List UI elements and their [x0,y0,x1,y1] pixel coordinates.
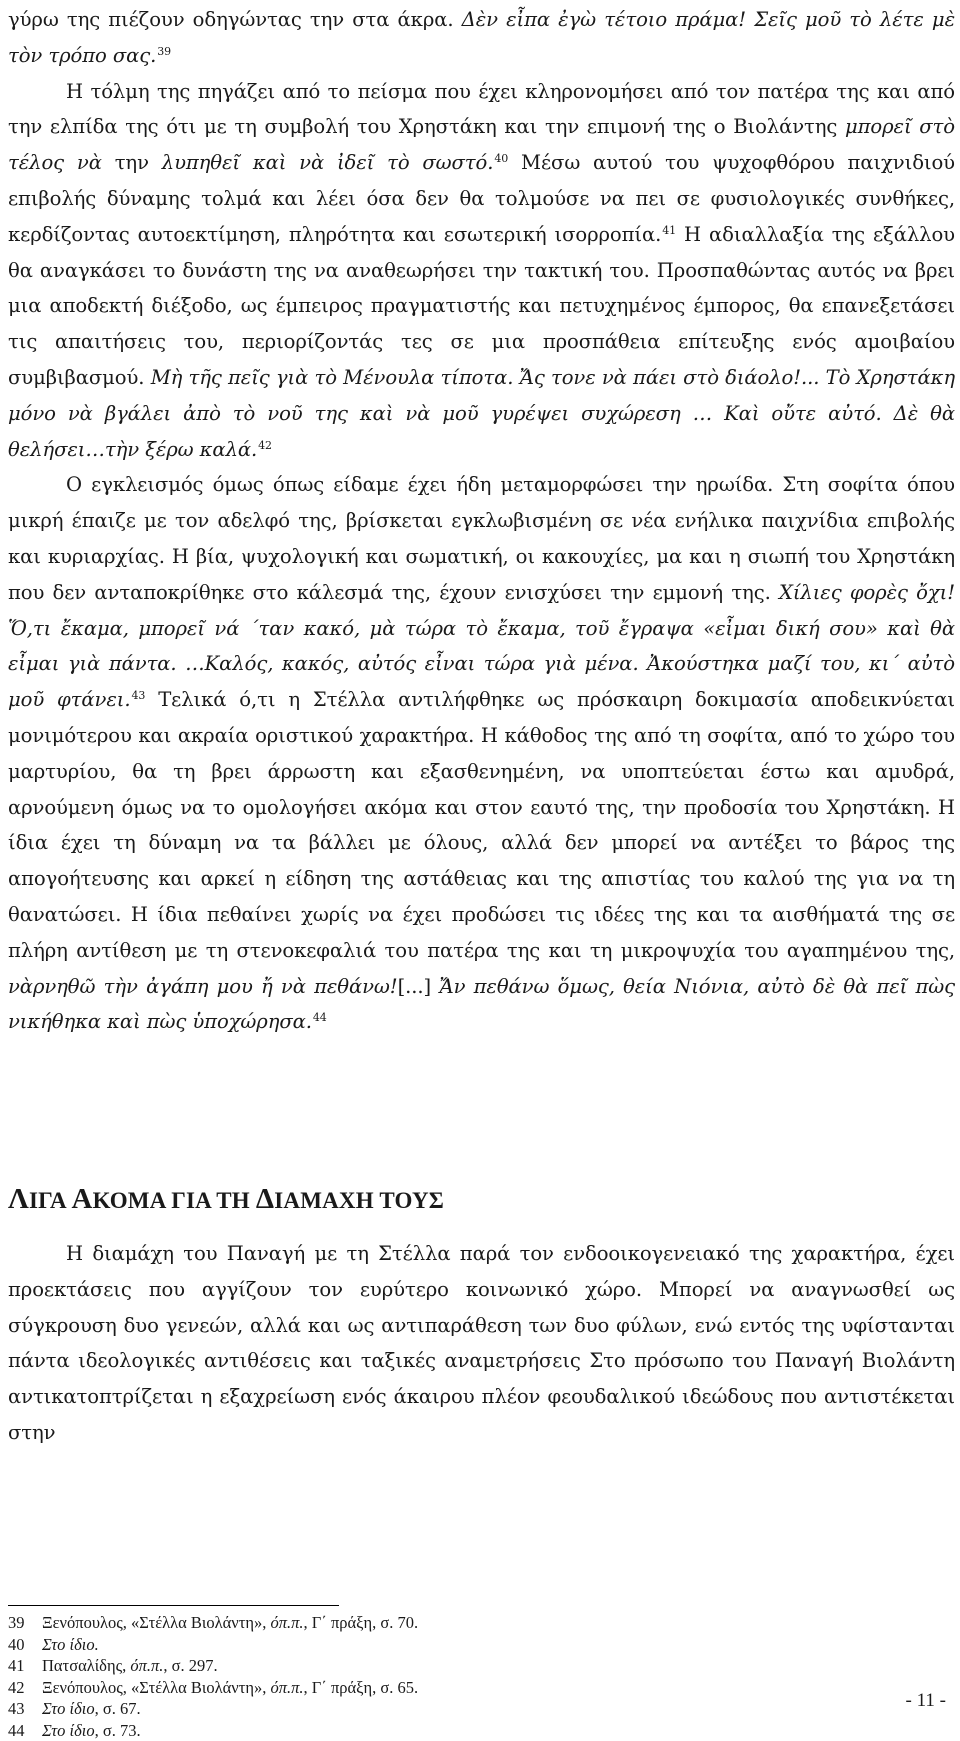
heading-initial: Α [71,1183,92,1215]
footnote-ref-39[interactable]: 39 [157,45,171,58]
footnote-number: 39 [8,1612,42,1634]
footnote-number: 40 [8,1634,42,1656]
paragraph-continuation [8,2,955,74]
quotation: Χίλιες φορὲς ὄχι! Ὅ,τι ἔκαμα, μπορεῖ νά ΄ταν κακό, μὰ τώρα τὸ ἔκαμα, τοῦ ἔγραψα «εἶμαι δική σου» καὶ θὰ εἶμαι γιὰ πάντα. …Καλός, κακός, αὐτός εἶναι τώρα γιὰ μένα. Ἀκούστηκα μαζί του, κι΄ αὐτὸ μοῦ φτάνει. [8,581,955,711]
text-run: [...] [398,975,440,998]
footnote-ref-42[interactable]: 42 [258,439,272,452]
heading-text: ΚΟΜΑ ΓΙΑ ΤΗ [93,1188,256,1213]
quotation: μπορεῖ στὸ τέλος νὰ [8,115,955,174]
quotation: Δὲν εἶπα ἐγὼ τέτοιο πράμα! Σεῖς μοῦ τὸ λέτε μὲ τὸν τρόπο σας. [8,8,955,67]
footnote-ref-44[interactable]: 44 [313,1011,327,1024]
text-run: Η αδιαλλαξία της εξάλλου θα αναγκάσει το δυνάστη της να αναθεωρήσει την τακτική του. Προσπαθώντας αυτός να βρει μια αποδεκτή διέξοδο, ως έμπειρος πραγματιστής και πετυχημένος έμπορος, θα επανεξετάσει τις απαιτήσεις του, περιορίζοντάς τες σε μια προσπάθεια επίτευξης ενός αμοιβαίου συμβιβασμού. [8,223,955,389]
footnote-text: Στο ίδιο. [42,1634,99,1656]
paragraph-3: Η διαμάχη του Παναγή με τη Στέλλα παρά τον ενδοοικογενειακό της χαρακτήρα, έχει προεκτάσεις που αγγίζουν τον ευρύτερο κοινωνικό χώρο. Μπορεί να αναγνωσθεί ως σύγκρουση δυο γενεών, αλλά και ως αντιπαράθεση των δυο φύλων, ενώ εντός της υφίστανται πάντα ιδεολογικές αντιθέσεις και ταξικές αναμετρήσεις Στο πρόσωπο του Παναγή Βιολάντη αντικατοπτρίζεται η εξαχρείωση ενός άκαιρου πλέον φεουδαλικού ιδεώδους που αντιστέκεται στην [8,1236,955,1451]
footnote-divider [8,1605,339,1606]
heading-initial: Δ [256,1183,274,1215]
footnote-text: Ξενόπουλος, «Στέλλα Βιολάντη», όπ.π., Γ΄ πράξη, σ. 65. [42,1677,418,1699]
footnote-43 [8,1698,708,1720]
text-run: Τελικά ό,τι η Στέλλα αντιλήφθηκε ως πρόσκαιρη δοκιμασία αποδεικνύεται μονιμότερου και ακραία οριστικού χαρακτήρα. Η κάθοδος της από τη σοφίτα, από το χώρο του μαρτυρίου, θα τη βρει άρρωστη και εξασθενημένη, να υποπτεύεται έστω και αμυδρά, αρνούμενη όμως να το ομολογήσει ακόμα και στον εαυτό της, την προδοσία του Χρηστάκη. Η ίδια έχει τη δύναμη να τα βάλλει με όλους, αλλά δεν μπορεί να αντέξει το βάρος της απογοήτευσης και αρκεί η είδηση της αστάθειας και της απιστίας του καλού της για να τη θανατώσει. Η ίδια πεθαίνει χωρίς να έχει προδώσει τις ιδέες της και τα αισθήματά της σε πλήρη αντίθεση με τη στενοκεφαλιά του πατέρα της και τη μικροψυχία του αγαπημένου της, [8,688,955,962]
footnote-40 [8,1634,708,1656]
text-run: την [102,151,162,174]
section-body [8,1236,955,1451]
text-run: Ο εγκλεισμός όμως όπως είδαμε έχει ήδη μεταμορφώσει την ηρωίδα. Στη σοφίτα όπου μικρή έπαιζε με τον αδελφό της, βρίσκεται εγκλωβισμένη σε νέα ενήλικα παιχνίδια επιβολής και κυριαρχίας. Η βία, ψυχολογική και σωματική, οι κακουχίες, μα και η σιωπή του Χρηστάκη που δεν ανταποκρίθηκε στο κάλεσμά της, έχουν ενισχύσει την εμμονή της. [8,473,955,603]
heading-text: ΙΑΜΑΧΗ ΤΟΥΣ [274,1188,444,1213]
text-run: Μέσω αυτού του ψυχοφθόρου παιχνιδιού επιβολής δύναμης τολμά και λέει όσα δεν θα τολμούσε να πει σε φυσιολογικές συνθήκες, κερδίζοντας αυτοεκτίμηση, πληρότητα και εσωτερική ισορροπία. [8,151,955,246]
footnote-text: Ξενόπουλος, «Στέλλα Βιολάντη», όπ.π., Γ΄ πράξη, σ. 70. [42,1612,418,1634]
footnote-text: Πατσαλίδης, όπ.π., σ. 297. [42,1655,218,1677]
text-run: Η τόλμη της πηγάζει από το πείσμα που έχει κληρονομήσει από τον πατέρα της και από την ελπίδα της ότι με τη συμβολή του Χρηστάκη και την επιμονή της ο Βιολάντης [8,80,955,139]
footnotes [8,1612,708,1741]
footnote-number: 44 [8,1720,42,1741]
text-run: γύρω της πιέζουν οδηγώντας την στα άκρα. [8,8,462,31]
footnote-39 [8,1612,708,1634]
heading-text: ΙΓΑ [29,1188,71,1213]
section-heading [8,1183,444,1216]
footnote-number: 41 [8,1655,42,1677]
footnote-text: Στο ίδιο, σ. 67. [42,1698,141,1720]
footnote-ref-40[interactable]: 40 [494,152,508,165]
quotation: νὰρνηθῶ τὴν ἀγάπη μου ἤ νὰ πεθάνω! [8,975,398,998]
quotation: λυπηθεῖ καὶ νὰ ἰδεῖ τὸ σωστό. [162,151,494,174]
heading-initial: Λ [8,1183,29,1215]
footnote-ref-41[interactable]: 41 [662,224,676,237]
page-number: - 11 - [906,1690,946,1712]
footnote-44 [8,1720,708,1741]
paragraph-2 [8,467,955,1040]
paragraph-1 [8,74,955,468]
footnote-number: 43 [8,1698,42,1720]
footnote-42 [8,1677,708,1699]
footnote-text: Στο ίδιο, σ. 73. [42,1720,141,1741]
body-text [8,2,955,1040]
quotation: Ἄν πεθάνω ὅμως, θεία Νιόνια, αὐτὸ δὲ θὰ πεῖ πὼς νικήθηκα καὶ πὼς ὑποχώρησα. [8,975,955,1034]
footnote-41 [8,1655,708,1677]
footnote-ref-43[interactable]: 43 [131,689,145,702]
footnote-number: 42 [8,1677,42,1699]
quotation: Μὴ τῆς πεῖς γιὰ τὸ Μένουλα τίποτα. Ἄς τονε νὰ πάει στὸ διάολο!... Τὸ Χρηστάκη μόνο νὰ βγάλει ἀπὸ τὸ νοῦ της καὶ νὰ μοῦ γυρέψει συχώρεση … Καὶ οὔτε αὐτό. Δὲ θὰ θελήσει…τὴν ξέρω καλά. [8,366,955,461]
